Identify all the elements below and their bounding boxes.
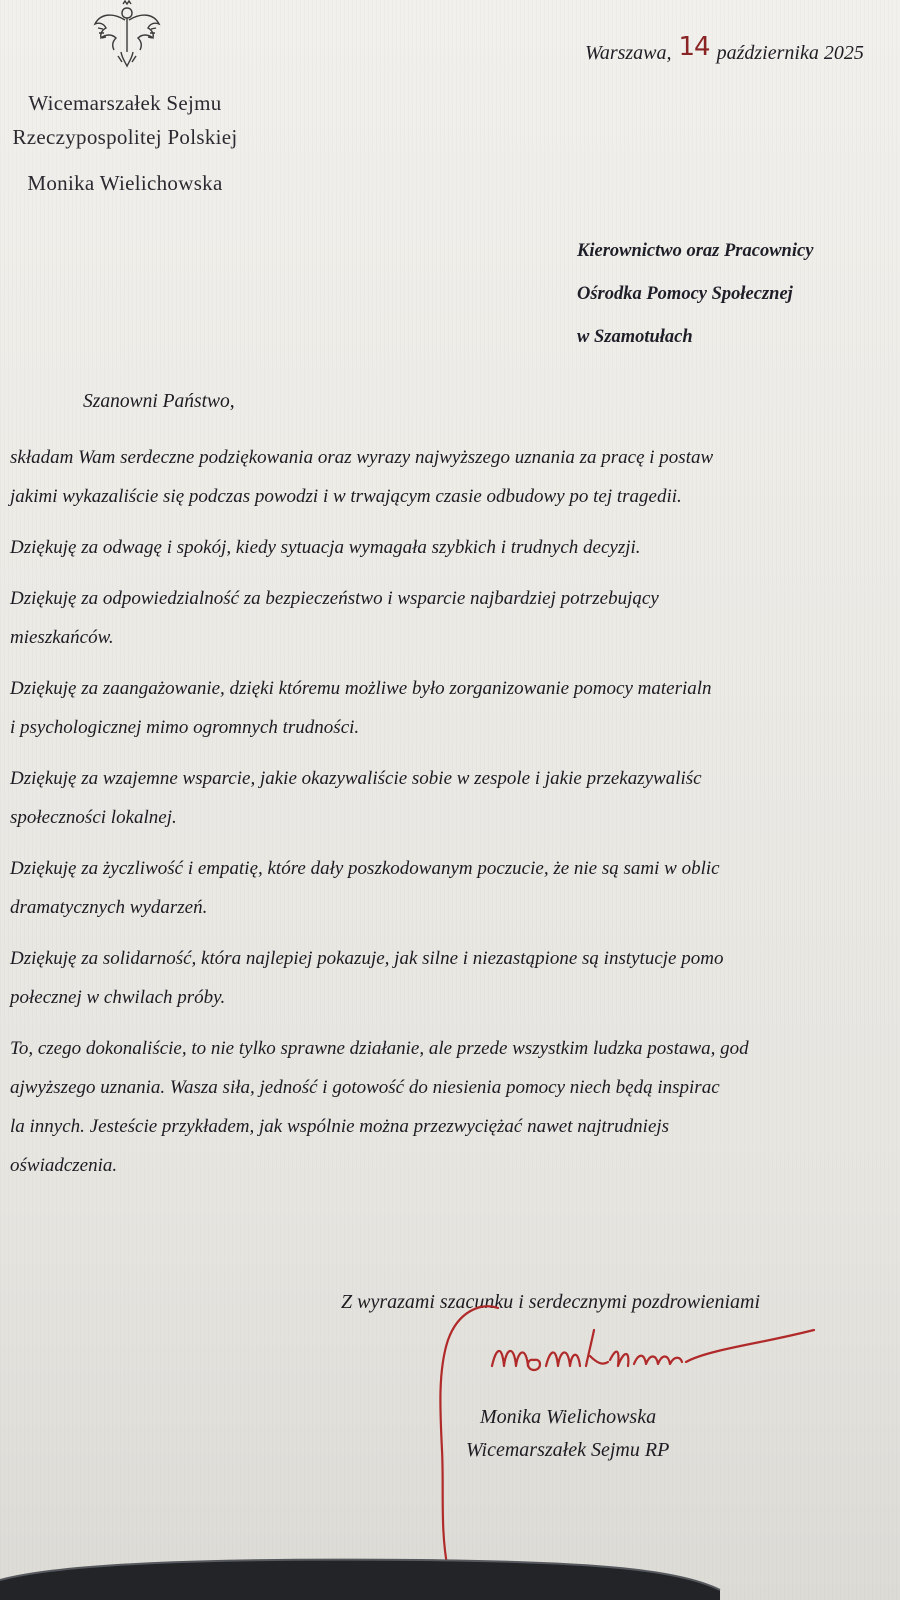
sender-title-line2: Rzeczypospolitej Polskiej (12, 125, 238, 149)
recipient-line2: Ośrodka Pomocy Społecznej (577, 284, 793, 304)
closing-phrase: Z wyrazami szacunku i serdecznymi pozdrowieniami (341, 1291, 761, 1313)
body-line: ajwyższego uznania. Wasza siła, jedność i gotowość do niesienia pomocy niech będą inspirac (10, 1077, 720, 1098)
body-paragraph (10, 438, 900, 516)
recipient-block (577, 230, 813, 359)
body-line: la innych. Jesteście przykładem, jak wspólnie można przezwyciężać nawet najtrudniejs (10, 1116, 670, 1137)
body-paragraph (10, 849, 900, 927)
signer-block (466, 1401, 670, 1467)
date-day-handwritten: 14 (678, 32, 710, 62)
body-paragraph (10, 669, 900, 747)
sender-name: Monika Wielichowska (27, 171, 223, 195)
body-line: Dziękuję za solidarność, która najlepiej pokazuje, jak silne i niezastąpione są instytucje pomo (10, 948, 724, 969)
body-line: i psychologicznej mimo ogromnych trudności. (10, 717, 360, 738)
body-line: Dziękuję za zaangażowanie, dzięki któremu możliwe było zorganizowanie pomocy materialn (10, 678, 712, 699)
polish-eagle-emblem-icon (92, 0, 162, 70)
sender-block (0, 86, 250, 200)
place-date (585, 32, 864, 66)
body-line: To, czego dokonaliście, to nie tylko sprawne działanie, ale przede wszystkim ludzka postawa, god (10, 1038, 749, 1059)
sender-title-line1: Wicemarszałek Sejmu (28, 91, 222, 115)
signer-title: Wicemarszałek Sejmu RP (466, 1439, 670, 1461)
body-paragraph (10, 939, 900, 1017)
body-line: mieszkańców. (10, 627, 114, 648)
recipient-line3: w Szamotułach (577, 327, 693, 347)
device-edge-shadow (0, 1550, 900, 1600)
recipient-line1: Kierownictwo oraz Pracownicy (577, 241, 814, 261)
body-line: Dziękuję za życzliwość i empatię, które dały poszkodowanym poczucie, że nie są sami w oblic (10, 858, 720, 879)
body-paragraph (10, 579, 900, 657)
body-line: składam Wam serdeczne podziękowania oraz wyrazy najwyższego uznania za pracę i postaw (10, 447, 714, 468)
letter-body (10, 438, 900, 1197)
body-line: oświadczenia. (10, 1155, 118, 1176)
body-paragraph (10, 1029, 900, 1185)
date-month-year: października 2025 (716, 42, 864, 64)
body-paragraph (10, 759, 900, 837)
body-paragraph (10, 528, 900, 567)
body-line: dramatycznych wydarzeń. (10, 897, 208, 918)
body-line: Dziękuję za wzajemne wsparcie, jakie okazywaliście sobie w zespole i jakie przekazywaliśc (10, 768, 702, 789)
body-line: społeczności lokalnej. (10, 807, 177, 828)
body-line: Dziękuję za odwagę i spokój, kiedy sytuacja wymagała szybkich i trudnych decyzji. (10, 537, 641, 558)
body-line: połecznej w chwilach próby. (10, 987, 226, 1008)
body-line: Dziękuję za odpowiedzialność za bezpieczeństwo i wsparcie najbardziej potrzebujący (10, 588, 659, 609)
date-place: Warszawa, (585, 42, 672, 64)
salutation: Szanowni Państwo, (83, 391, 235, 412)
body-line: jakimi wykazaliście się podczas powodzi i w trwającym czasie odbudowy po tej tragedii. (10, 486, 682, 507)
signer-name: Monika Wielichowska (480, 1406, 657, 1428)
